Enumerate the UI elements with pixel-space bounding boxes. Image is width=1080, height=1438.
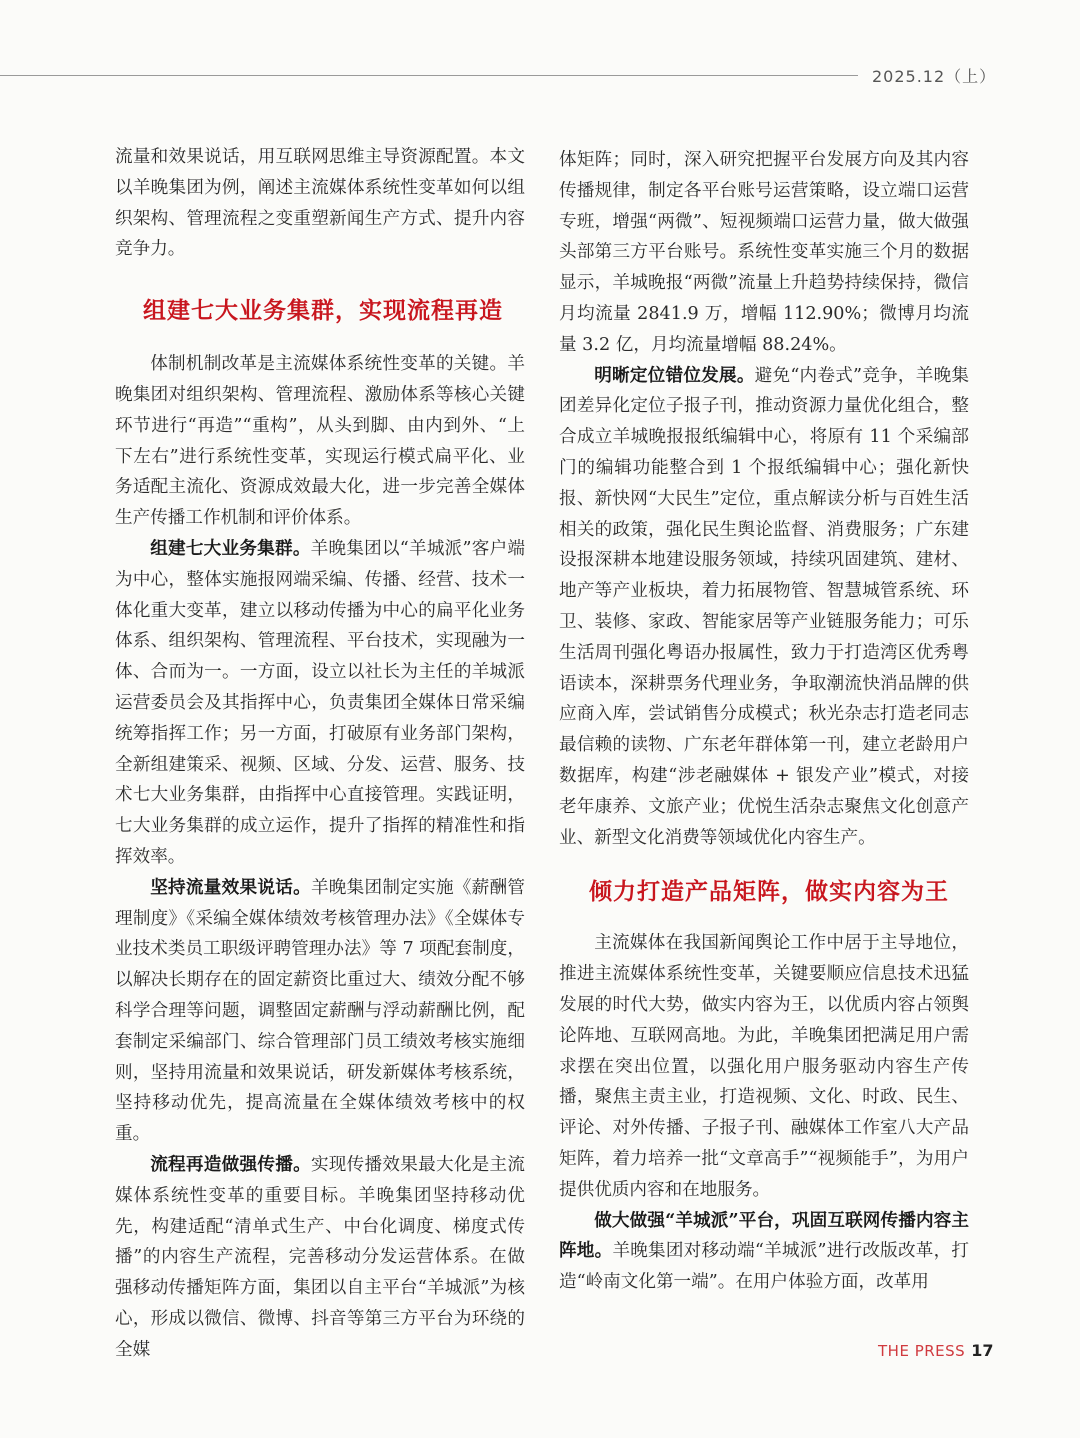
paragraph: 做大做强“羊城派”平台，巩固互联网传播内容主阵地。羊晚集团对移动端“羊城派”进行改版改革，打造“岭南文化第一端”。在用户体验方面，改革用 [559,1209,969,1293]
paragraph-lead: 坚持流量效果说话。 [150,876,311,898]
paragraph: 明晰定位错位发展。避免“内卷式”竞争，羊晚集团差异化定位子报子刊，推动资源力量优化组合，整合成立羊城晚报报纸编辑中心，将原有 11 个采编部门的编辑功能整合到 1 个报纸编辑中心；强化新快报、新快网“大民生”定位，重点解读分析与百姓生活相关的政策，强化民生舆论监督、消费服务；广东建设报深耕本地建设服务领域，持续巩固建筑、建材、地产等产业板块，着力拓展物管、智慧城管系统、环卫、装修、家政、智能家居等产业链服务能力；可乐生活周刊强化粤语办报属性，致力于打造湾区优秀粤语读本，深耕票务代理业务，争取潮流快消品牌的供应商入库，尝试销售分成模式；秋光杂志打造老同志最信赖的读物、广东老年群体第一刊，建立老龄用户数据库，构建“涉老融媒体 + 银发产业”模式，对接老年康养、文旅产业；优悦生活杂志聚焦文化创意产业、新型文化消费等领域优化内容生产。 [559,364,969,848]
issue-date: 2025.12（上） [872,67,997,86]
paragraph: 组建七大业务集群。羊晚集团以“羊城派”客户端为中心，整体实施报网端采编、传播、经营、技术一体化重大变革，建立以移动传播为中心的扁平化业务体系、组织架构、管理流程、平台技术，实现融为一体、合而为一。一方面，设立以社长为主任的羊城派运营委员会及其指挥中心，负责集团全媒体日常采编统筹指挥工作；另一方面，打破原有业务部门架构，全新组建策采、视频、区域、分发、运营、服务、技术七大业务集群，由指挥中心直接管理。实践证明，七大业务集群的成立运作，提升了指挥的精准性和指挥效率。 [115,537,525,867]
right-column [559,145,969,1298]
section-heading-2: 倾力打造产品矩阵，做实内容为王 [589,878,949,906]
paragraph-lead: 流程再造做强传播。 [150,1153,311,1175]
intro-paragraph: 流量和效果说话，用互联网思维主导资源配置。本文以羊晚集团为例，阐述主流媒体系统性变革如何以组织架构、管理流程之变重塑新闻生产方式、提升内容竞争力。 [115,147,525,260]
paragraph: 流程再造做强传播。实现传播效果最大化是主流媒体系统性变革的重要目标。羊晚集团坚持移动优先，构建适配“清单式生产、中台化调度、梯度式传播”的内容生产流程，完善移动分发运营体系。在做强移动传播矩阵方面，集团以自主平台“羊城派”为核心，形成以微信、微博、抖音等第三方平台为环绕的全媒 [115,1153,525,1360]
paragraph: 主流媒体在我国新闻舆论工作中居于主导地位，推进主流媒体系统性变革，关键要顺应信息技术迅猛发展的时代大势，做实内容为王，以优质内容占领舆论阵地、互联网高地。为此，羊晚集团把满足用户需求摆在突出位置，以强化用户服务驱动内容生产传播，聚焦主责主业，打造视频、文化、时政、民生、评论、对外传播、子报子刊、融媒体工作室八大产品矩阵，着力培养一批“文章高手”“视频能手”，为用户提供优质内容和在地服务。 [559,933,969,1200]
page-footer [878,1341,993,1360]
magazine-brand: THE PRESS [878,1342,966,1360]
page-number: 17 [971,1341,994,1360]
paragraph: 坚持流量效果说话。羊晚集团制定实施《薪酬管理制度》《采编全媒体绩效考核管理办法》《全媒体专业技术类员工职级评聘管理办法》等 7 项配套制度，以解决长期存在的固定薪资比重过大、绩效分配不够科学合理等问题，调整固定薪酬与浮动薪酬比例，配套制定采编部门、综合管理部门员工绩效考核实施细则，坚持用流量和效果说话，研发新媒体考核系统，坚持移动优先，提高流量在全媒体绩效考核中的权重。 [115,876,525,1145]
paragraph-lead: 做大做强“羊城派”平台，巩固互联网传播内容主阵地。 [559,1209,969,1262]
continued-paragraph: 体矩阵；同时，深入研究把握平台发展方向及其内容传播规律，制定各平台账号运营策略，设立端口运营专班，增强“两微”、短视频端口运营力量，做大做强头部第三方平台账号。系统性变革实施三个月的数据显示，羊城晚报“两微”流量上升趋势持续保持，微信月均流量 2841.9 万，增幅 112.90%；微博月均流量 3.2 亿，月均流量增幅 88.24%。 [559,150,969,355]
left-column [115,142,525,1365]
paragraph-lead: 组建七大业务集群。 [150,537,311,559]
paragraph-lead: 明晰定位错位发展。 [594,364,755,386]
header-rule [0,75,858,76]
paragraph: 体制机制改革是主流媒体系统性变革的关键。羊晚集团对组织架构、管理流程、激励体系等核心关键环节进行“再造”“重构”，从头到脚、由内到外、“上下左右”进行系统性变革，实现运行模式扁平化、业务适配主流化、资源成效最大化，进一步完善全媒体生产传播工作机制和评价体系。 [115,354,525,529]
section-heading-1: 组建七大业务集群，实现流程再造 [143,297,503,325]
